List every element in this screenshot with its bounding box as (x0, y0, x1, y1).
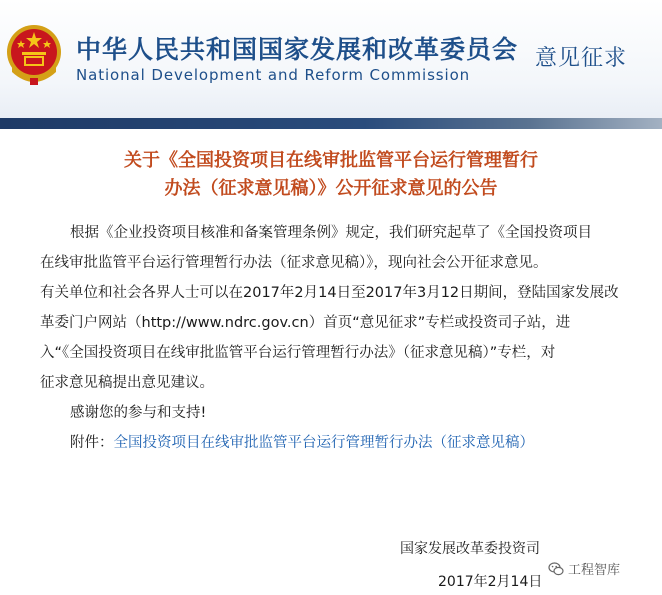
paragraph-1-line1: 根据《企业投资项目核准和备案管理条例》规定，我们研究起草了《全国投资项目 (70, 225, 592, 241)
org-name-cn: 中华人民共和国国家发展和改革委员会 (76, 35, 519, 64)
notice-date: 2017年2月14日 (438, 574, 543, 590)
section-title[interactable]: 意见征求 (535, 46, 628, 71)
wechat-icon (548, 561, 564, 577)
notice-title-line1: 关于《全国投资项目在线审批监管平台运行管理暂行 (124, 150, 538, 171)
site-header (0, 0, 662, 118)
org-name-en: National Development and Reform Commission (76, 66, 471, 84)
attachment-link[interactable]: 全国投资项目在线审批监管平台运行管理暂行办法（征求意见稿） (113, 435, 534, 451)
paragraph-2-line1: 有关单位和社会各界人士可以在2017年2月14日至2017年3月12日期间，登陆国家发展改 (40, 285, 619, 301)
paragraph-2-line2: 革委门户网站（http://www.ndrc.gov.cn）首页“意见征求”专栏或投资司子站，进 (40, 315, 571, 331)
national-emblem-icon (4, 22, 64, 86)
attachment-line (40, 428, 652, 458)
notice-title-line2: 办法（征求意见稿）》公开征求意见的公告 (164, 178, 498, 199)
paragraph-2-line4: 征求意见稿提出意见建议。 (40, 375, 214, 391)
notice-title (0, 147, 662, 203)
paragraph-1-line2: 在线审批监管平台运行管理暂行办法（征求意见稿）》，现向社会公开征求意见。 (40, 255, 548, 271)
paragraph-2-line3: 入“《全国投资项目在线审批监管平台运行管理暂行办法》（征求意见稿）”专栏，对 (40, 345, 556, 361)
watermark (548, 559, 620, 578)
signature: 国家发展改革委投资司 (400, 541, 540, 557)
thanks-text: 感谢您的参与和支持! (70, 405, 207, 421)
header-divider-band (0, 118, 662, 129)
attachment-label: 附件： (70, 435, 114, 451)
notice-body (40, 218, 652, 458)
watermark-text: 工程智库 (568, 563, 621, 578)
